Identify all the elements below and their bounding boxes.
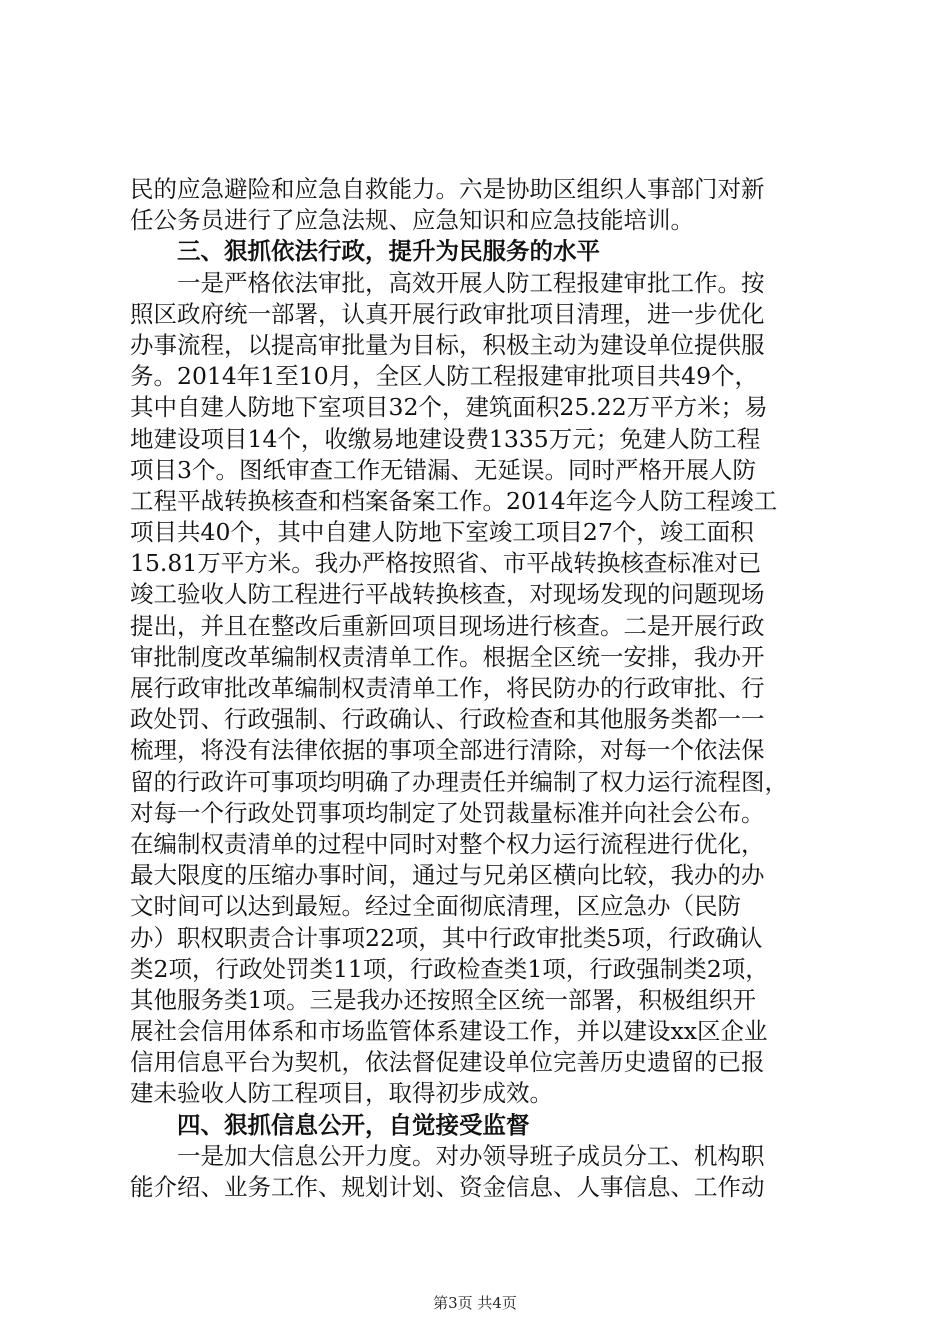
text-line: 任公务员进行了应急法规、应急知识和应急技能培训。 bbox=[130, 206, 694, 235]
text-line: 一是严格依法审批，高效开展人防工程报建审批工作。按 bbox=[177, 268, 765, 297]
text-line: 展行政审批改革编制权责清单工作，将民防办的行政审批、行 bbox=[130, 674, 765, 702]
text-line: 其中自建人防地下室项目32个，建筑面积25.22万平方米；易 bbox=[130, 393, 768, 422]
paragraph bbox=[130, 268, 830, 1110]
text-line: 政处罚、行政强制、行政确认、行政检查和其他服务类都一一 bbox=[130, 705, 765, 734]
text-line: 竣工验收人防工程进行平战转换核查，对现场发现的问题现场 bbox=[130, 580, 765, 609]
text-line: 最大限度的压缩办事时间，通过与兄弟区横向比较，我办的办 bbox=[130, 861, 765, 890]
section-heading bbox=[130, 1110, 830, 1141]
text-line: 项目共40个，其中自建人防地下室竣工项目27个，竣工面积 bbox=[130, 518, 754, 547]
text-line: 信用信息平台为契机，依法督促建设单位完善历史遗留的已报 bbox=[130, 1048, 765, 1077]
text-line: 办事流程，以提高审批量为目标，积极主动为建设单位提供服 bbox=[130, 330, 765, 359]
text-line: 工程平战转换核查和档案备案工作。2014年迄今人防工程竣工 bbox=[130, 486, 778, 515]
text-line: 三、狠抓依法行政，提升为民服务的水平 bbox=[177, 237, 600, 266]
text-line: 对每一个行政处罚事项均制定了处罚裁量标准并向社会公布。 bbox=[130, 798, 765, 827]
page-footer: 第3页 共4页 bbox=[433, 1294, 517, 1312]
text-line: 类2项，行政处罚类11项，行政检查类1项，行政强制类2项， bbox=[130, 954, 769, 983]
text-line: 照区政府统一部署，认真开展行政审批项目清理，进一步优化 bbox=[130, 299, 765, 328]
text-line: 务。2014年1至10月，全区人防工程报建审批项目共49个， bbox=[130, 362, 759, 391]
paragraph bbox=[130, 174, 830, 236]
text-line: 梳理，将没有法律依据的事项全部进行清除，对每一个依法保 bbox=[130, 736, 765, 765]
text-line: 四、狠抓信息公开，自觉接受监督 bbox=[177, 1110, 530, 1139]
paragraph bbox=[130, 1141, 830, 1203]
text-line: 其他服务类1项。三是我办还按照全区统一部署，积极组织开 bbox=[130, 985, 756, 1014]
text-line: 能介绍、业务工作、规划计划、资金信息、人事信息、工作动 bbox=[130, 1173, 765, 1201]
text-line: 一是加大信息公开力度。对办领导班子成员分工、机构职 bbox=[177, 1141, 765, 1170]
text-line: 展社会信用体系和市场监管体系建设工作，并以建设xx区企业 bbox=[130, 1017, 768, 1046]
text-line: 办）职权职责合计事项22项，其中行政审批类5项，行政确认 bbox=[130, 923, 763, 952]
text-line: 提出，并且在整改后重新回项目现场进行核查。二是开展行政 bbox=[130, 611, 765, 640]
text-line: 项目3个。图纸审查工作无错漏、无延误。同时严格开展人防 bbox=[130, 455, 756, 484]
document-body bbox=[130, 174, 830, 1203]
text-line: 留的行政许可事项均明确了办理责任并编制了权力运行流程图， bbox=[130, 767, 788, 796]
text-line: 建未验收人防工程项目，取得初步成效。 bbox=[130, 1079, 553, 1108]
text-line: 民的应急避险和应急自救能力。六是协助区组织人事部门对新 bbox=[130, 175, 765, 203]
section-heading bbox=[130, 236, 830, 267]
text-line: 审批制度改革编制权责清单工作。根据全区统一安排，我办开 bbox=[130, 642, 765, 671]
text-line: 地建设项目14个，收缴易地建设费1335万元；免建人防工程 bbox=[130, 424, 761, 453]
text-line: 文时间可以达到最短。经过全面彻底清理，区应急办（民防 bbox=[130, 892, 741, 921]
text-line: 在编制权责清单的过程中同时对整个权力运行流程进行优化， bbox=[130, 829, 765, 858]
text-line: 15.81万平方米。我办严格按照省、市平战转换核查标准对已 bbox=[130, 549, 762, 578]
